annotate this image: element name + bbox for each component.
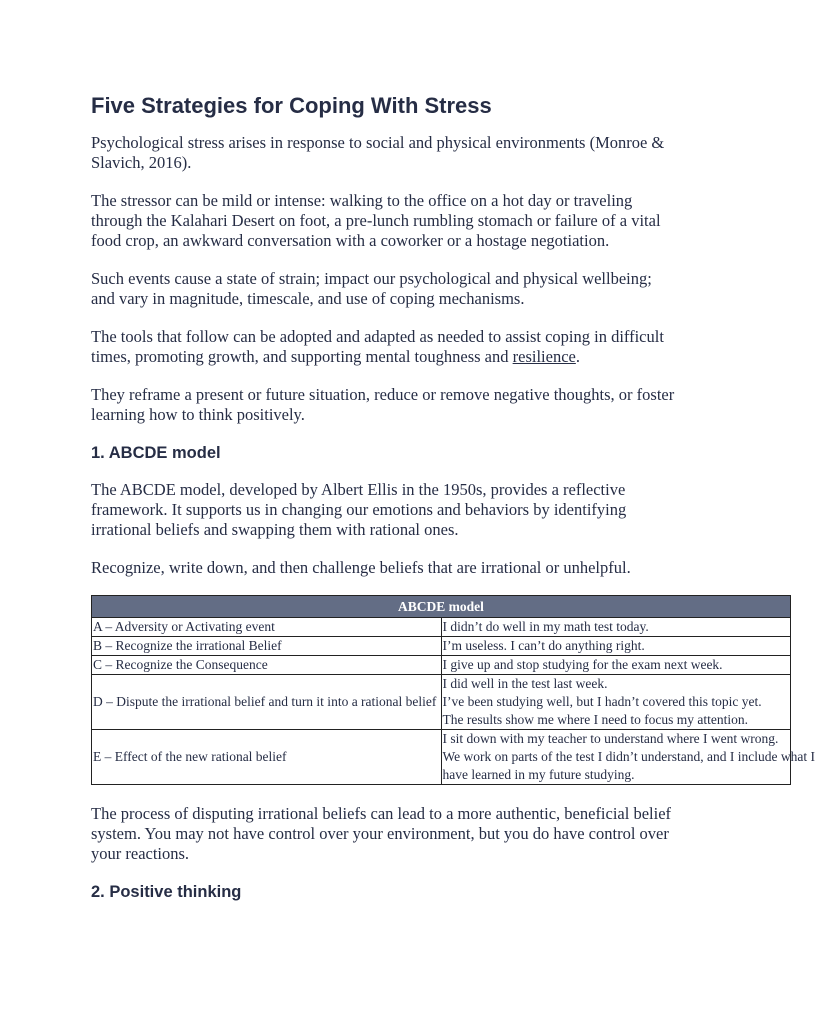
table-cell-step: A – Adversity or Activating event bbox=[92, 618, 442, 637]
page-title: Five Strategies for Coping With Stress bbox=[91, 93, 492, 118]
table-row bbox=[92, 637, 791, 656]
table-cell-example bbox=[441, 637, 791, 656]
table-row bbox=[92, 618, 791, 637]
table-row bbox=[92, 656, 791, 675]
example-line: I give up and stop studying for the exam next week. bbox=[442, 657, 723, 672]
table-cell-step: E – Effect of the new rational belief bbox=[92, 730, 442, 785]
abcde-paragraph-2: Recognize, write down, and then challenge beliefs that are irrational or unhelpful. bbox=[91, 558, 631, 577]
example-line: I did well in the test last week. bbox=[442, 676, 608, 691]
after-table-paragraph: The process of disputing irrational beliefs can lead to a more authentic, beneficial belief system. You may not have control over your environment, but you do have control over your reactions. bbox=[91, 804, 672, 863]
example-line: I sit down with my teacher to understand where I went wrong. bbox=[442, 731, 779, 746]
tools-paragraph-end: . bbox=[575, 347, 580, 366]
table-cell-example bbox=[441, 656, 791, 675]
intro-paragraph-1: Psychological stress arises in response to social and physical environments (Monroe & Slavich, 2016). bbox=[91, 133, 665, 172]
table-row bbox=[92, 675, 791, 730]
example-line: I didn’t do well in my math test today. bbox=[442, 619, 649, 634]
example-line: I’m useless. I can’t do anything right. bbox=[442, 638, 645, 653]
section-heading-abcde: 1. ABCDE model bbox=[91, 444, 221, 462]
example-line: The results show me where I need to focus my attention. bbox=[442, 712, 749, 727]
intro-paragraph-2: The stressor can be mild or intense: walking to the office on a hot day or traveling through the Kalahari Desert on foot, a pre-lunch rumbling stomach or failure of a vital food crop, an awkward conversation with a coworker or a hostage negotiation. bbox=[91, 191, 661, 250]
tools-paragraph bbox=[91, 327, 676, 367]
table-cell-example bbox=[441, 675, 791, 730]
abcde-paragraph-1: The ABCDE model, developed by Albert Ellis in the 1950s, provides a reflective framework. It supports us in changing our emotions and behaviors by identifying irrational beliefs and swapping them with rational ones. bbox=[91, 480, 627, 539]
example-line: I’ve been studying well, but I hadn’t covered this topic yet. bbox=[442, 694, 762, 709]
table-cell-step: C – Recognize the Consequence bbox=[92, 656, 442, 675]
tools-paragraph-text: The tools that follow can be adopted and adapted as needed to assist coping in difficult times, promoting growth, and supporting mental toughness and bbox=[91, 327, 664, 366]
table-cell-step: B – Recognize the irrational Belief bbox=[92, 637, 442, 656]
section-heading-positive-thinking: 2. Positive thinking bbox=[91, 883, 242, 901]
table-cell-step: D – Dispute the irrational belief and turn it into a rational belief bbox=[92, 675, 442, 730]
reframe-paragraph: They reframe a present or future situation, reduce or remove negative thoughts, or foster learning how to think positively. bbox=[91, 385, 675, 424]
example-line: We work on parts of the test I didn’t understand, and I include what I bbox=[442, 749, 815, 764]
example-line: have learned in my future studying. bbox=[442, 767, 635, 782]
resilience-link[interactable]: resilience bbox=[512, 347, 576, 366]
table-cell-example bbox=[441, 730, 815, 785]
table-row bbox=[92, 730, 791, 785]
abcde-table bbox=[91, 595, 815, 785]
intro-paragraph-3: Such events cause a state of strain; impact our psychological and physical wellbeing; and vary in magnitude, timescale, and use of coping mechanisms. bbox=[91, 269, 652, 308]
table-header: ABCDE model bbox=[92, 596, 791, 618]
document-page bbox=[91, 92, 815, 919]
table-cell-example bbox=[441, 618, 791, 637]
